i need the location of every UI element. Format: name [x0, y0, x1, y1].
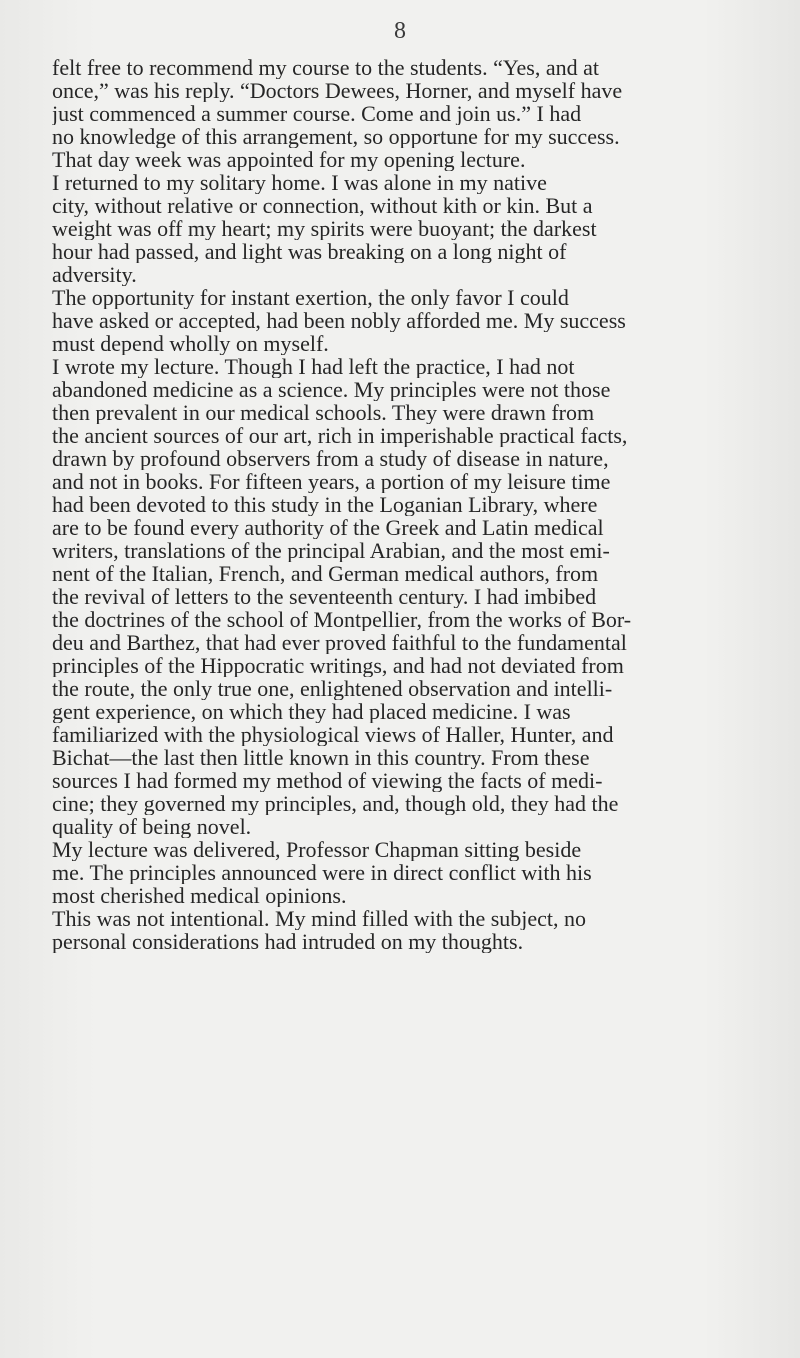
text-line: I returned to my solitary home. I was alone in my native — [52, 171, 547, 194]
text-line: My lecture was delivered, Professor Chapman sitting beside — [52, 838, 582, 861]
text-line: hour had passed, and light was breaking on a long night of — [52, 240, 567, 263]
text-line: most cherished medical opinions. — [52, 884, 347, 907]
text-line: no knowledge of this arrangement, so opportune for my success. — [52, 125, 620, 148]
text-line: writers, translations of the principal Arabian, and the most emi- — [52, 539, 610, 562]
text-line: Bichat—the last then little known in this country. From these — [52, 746, 590, 769]
text-line: must depend wholly on myself. — [52, 332, 329, 355]
text-line: familiarized with the physiological views of Haller, Hunter, and — [52, 723, 614, 746]
text-line: deu and Barthez, that had ever proved faithful to the fundamental — [52, 631, 627, 654]
text-line: sources I had formed my method of viewing the facts of medi- — [52, 769, 603, 792]
text-line: just commenced a summer course. Come and join us.” I had — [52, 102, 582, 125]
text-line: gent experience, on which they had placed medicine. I was — [52, 700, 571, 723]
text-line: nent of the Italian, French, and German medical authors, from — [52, 562, 599, 585]
text-line: had been devoted to this study in the Loganian Library, where — [52, 493, 598, 516]
body-text — [52, 56, 794, 953]
text-line: cine; they governed my principles, and, though old, they had the — [52, 792, 619, 815]
text-line: have asked or accepted, had been nobly afforded me. My success — [52, 309, 626, 332]
text-line: quality of being novel. — [52, 815, 252, 838]
text-line: and not in books. For fifteen years, a portion of my leisure time — [52, 470, 611, 493]
text-line: I wrote my lecture. Though I had left the practice, I had not — [52, 355, 575, 378]
text-line: the revival of letters to the seventeenth century. I had imbibed — [52, 585, 597, 608]
text-line: personal considerations had intruded on my thoughts. — [52, 930, 524, 953]
text-line: drawn by profound observers from a study of disease in nature, — [52, 447, 609, 470]
text-line: once,” was his reply. “Doctors Dewees, Horner, and myself have — [52, 79, 623, 102]
page-number: 8 — [394, 18, 406, 44]
text-line: are to be found every authority of the Greek and Latin medical — [52, 516, 604, 539]
text-line: city, without relative or connection, without kith or kin. But a — [52, 194, 593, 217]
text-line: adversity. — [52, 263, 137, 286]
text-line: abandoned medicine as a science. My principles were not those — [52, 378, 611, 401]
text-line: This was not intentional. My mind filled with the subject, no — [52, 907, 587, 930]
text-line: felt free to recommend my course to the students. “Yes, and at — [52, 56, 600, 79]
text-line: then prevalent in our medical schools. They were drawn from — [52, 401, 595, 424]
text-line: me. The principles announced were in direct conflict with his — [52, 861, 592, 884]
text-line: weight was off my heart; my spirits were buoyant; the darkest — [52, 217, 597, 240]
text-line: the ancient sources of our art, rich in imperishable practical facts, — [52, 424, 628, 447]
text-line: the route, the only true one, enlightened observation and intelli- — [52, 677, 613, 700]
text-line: the doctrines of the school of Montpellier, from the works of Bor- — [52, 608, 632, 631]
text-line: principles of the Hippocratic writings, and had not deviated from — [52, 654, 624, 677]
text-line: The opportunity for instant exertion, the only favor I could — [52, 286, 569, 309]
text-line: That day week was appointed for my opening lecture. — [52, 148, 526, 171]
